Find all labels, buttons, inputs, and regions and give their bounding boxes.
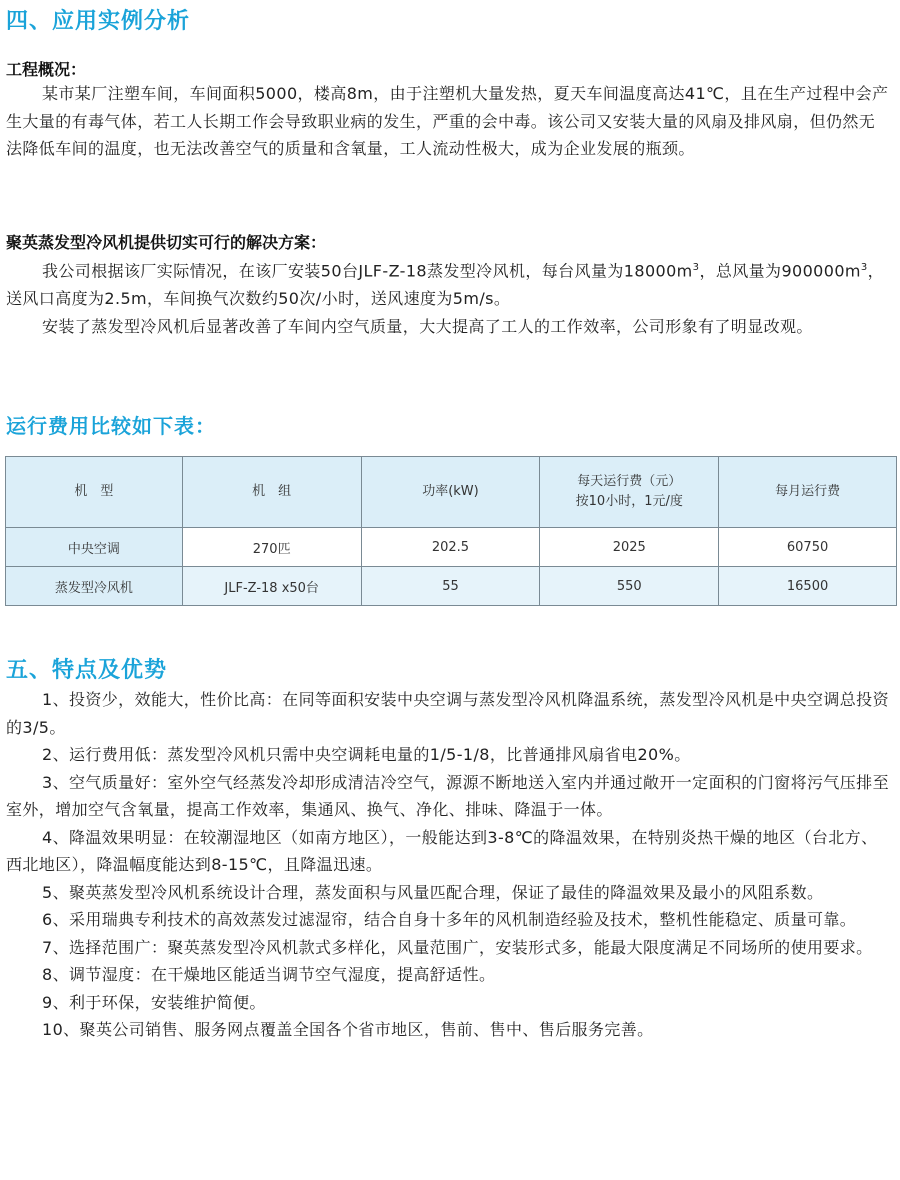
list-item: 6、采用瑞典专利技术的高效蒸发过滤湿帘，结合自身十多年的风机制造经验及技术，整机性能稳定、质量可靠。 — [42, 910, 857, 929]
list-item: 1、投资少，效能大，性价比高：在同等面积安装中央空调与蒸发型冷风机降温系统，蒸发型冷风机是中央空调总投资的3/5。 — [6, 690, 889, 737]
overview-heading: 工程概况： — [6, 60, 87, 79]
cell-unit: 270匹 — [182, 528, 361, 567]
header-daily-line1: 每天运行费（元） — [577, 474, 682, 489]
table-header-row — [6, 457, 897, 528]
cell-unit: JLF-Z-18 x50台 — [182, 567, 361, 606]
cell-daily: 2025 — [540, 528, 719, 567]
table-row — [6, 528, 897, 567]
header-power: 功率(kW) — [361, 457, 540, 528]
superscript-3: 3 — [692, 262, 700, 273]
cell-monthly: 60750 — [719, 528, 897, 567]
list-item: 2、运行费用低：蒸发型冷风机只需中央空调耗电量的1/5-1/8，比普通排风扇省电20%。 — [42, 745, 691, 764]
result-paragraph — [6, 313, 890, 341]
solution-heading: 聚英蒸发型冷风机提供切实可行的解决方案： — [6, 233, 327, 252]
section-5-title: 五、特点及优势 — [6, 658, 168, 683]
table-row — [6, 567, 897, 606]
solution-text-a: 我公司根据该厂实际情况，在该厂安装50台JLF-Z-18蒸发型冷风机，每台风量为18000m — [42, 261, 693, 281]
solution-paragraph — [6, 254, 890, 312]
list-item: 7、选择范围广：聚英蒸发型冷风机款式多样化，风量范围广，安装形式多，能最大限度满足不同场所的使用要求。 — [42, 937, 873, 957]
cost-comparison-table — [5, 456, 897, 606]
header-daily-line2: 按10小时，1元/度 — [575, 494, 683, 509]
overview-paragraph — [6, 80, 890, 163]
section-4-title: 四、应用实例分析 — [6, 9, 191, 34]
feature-list — [6, 686, 890, 1044]
list-item: 4、降温效果明显：在较潮湿地区（如南方地区），一般能达到3-8℃的降温效果，在特别炎热干燥的地区（台北方、西北地区），降温幅度能达到8-15℃，且降温迅速。 — [6, 827, 878, 874]
list-item: 10、聚英公司销售、服务网点覆盖全国各个省市地区，售前、售中、售后服务完善。 — [42, 1020, 654, 1039]
header-unit: 机 组 — [182, 457, 361, 528]
solution-text-b: ，总风量为900000m — [699, 261, 861, 281]
cost-table-title: 运行费用比较如下表： — [6, 414, 216, 438]
list-item: 3、空气质量好：室外空气经蒸发冷却形成清洁冷空气，源源不断地送入室内并通过敞开一定面积的门窗将污气压排至室外，增加空气含氧量，提高工作效率，集通风、换气、净化、排味、降温于一体。 — [6, 772, 889, 819]
header-monthly: 每月运行费 — [719, 457, 897, 528]
superscript-3: 3 — [860, 262, 868, 273]
solution-text-c: ，送风口高度为2.5m，车间换气次数约50次/小时，送风速度为5m/s。 — [6, 261, 885, 308]
cell-power: 202.5 — [361, 528, 540, 567]
header-daily — [540, 457, 719, 528]
cell-type: 中央空调 — [6, 528, 183, 567]
cell-type: 蒸发型冷风机 — [6, 567, 183, 606]
result-text: 安装了蒸发型冷风机后显著改善了车间内空气质量，大大提高了工人的工作效率，公司形象有了明显改观。 — [42, 317, 813, 336]
cell-monthly: 16500 — [719, 567, 897, 606]
list-item: 8、调节湿度：在干燥地区能适当调节空气湿度，提高舒适性。 — [42, 965, 496, 984]
cell-power: 55 — [361, 567, 540, 606]
cell-daily: 550 — [540, 567, 719, 606]
header-type: 机 型 — [6, 457, 183, 528]
list-item: 9、利于环保，安装维护简便。 — [42, 992, 266, 1012]
list-item: 5、聚英蒸发型冷风机系统设计合理，蒸发面积与风量匹配合理，保证了最佳的降温效果及最小的风阻系数。 — [42, 882, 824, 902]
overview-text: 某市某厂注塑车间，车间面积5000，楼高8m，由于注塑机大量发热，夏天车间温度高达41℃，且在生产过程中会产生大量的有毒气体，若工人长期工作会导致职业病的发生，严重的会中毒。该公司又安装大量的风扇及排风扇，但仍然无法降低车间的温度，也无法改善空气的质量和含氧量，工人流动性极大，成为企业发展的瓶颈。 — [6, 84, 889, 158]
